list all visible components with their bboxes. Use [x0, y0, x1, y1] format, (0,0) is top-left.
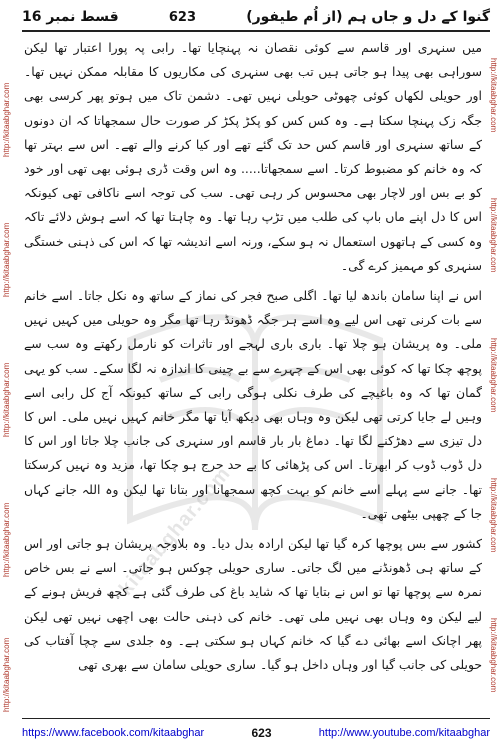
footer-rule — [22, 718, 490, 719]
paragraph: اس نے اپنا سامان باندھ لیا تھا۔ اگلی صبح فجر کی نماز کے ساتھ وہ نکل جاتا۔ اسے خانم سے بات کرنی تھی اس لیے وہ اسے ہر جگہ ڈھونڈ رہا تھا مگر وہ حویلی میں کہیں نہیں ملی۔ وہ پریشان ہو چلا تھا۔ باری باری لہجے اور تاثرات کو نارمل رکھتے وہ سب سے پوچھ چکا تھا کہ کوئی بھی اس کے چہرے سے بے چینی کا اندازہ نہ لگا سکے۔ سب کو یہی گمان تھا کہ وہ باغیچے کی طرف نکلی ہوگی رابی کے ساتھ کیونکہ آج کل رابی اسے وہیں لے جایا کرتی تھی لیکن وہ وہاں بھی دیکھ آیا تھا مگر خانم کہیں نہیں ملی۔ اس کا دل تیزی سے دھڑکنے لگا تھا۔ دماغ بار بار قاسم اور سنہری کی جانب چلا جاتا اور اس کا دل ڈوب ڈوب کر ابھرتا۔ اس کی پڑھائی کا بے حد حرج ہو چکا تھا، مزید وہ نہیں کرسکتا تھا۔ جانے سے پہلے اسے خانم کو بہت کچھ سمجھانا اور بتانا تھا لیکن وہ اللہ جانے کہاں جا کے چھپی بیٹھی تھی۔ — [24, 288, 482, 521]
footer-page-number: 623 — [251, 726, 272, 740]
side-link[interactable]: http://kitaabghar.com — [489, 477, 498, 553]
story-text — [24, 36, 482, 712]
side-link[interactable]: http://kitaabghar.com — [2, 222, 11, 298]
episode-label: قسط نمبر 16 — [22, 9, 119, 25]
side-link[interactable]: http://kitaabghar.com — [489, 617, 498, 693]
paragraph: میں سنہری اور قاسم سے کوئی نقصان نہ پہنچایا تھا۔ رابی پہ پورا اعتبار تھا لیکن سوراہی بھی پیدا ہو جاتی ہیں تب بھی سنہری کی مکاریوں کا مقابلہ ممکن نہیں تھا۔ اور حویلی لکھاں کوئی چھوٹی حویلی نہیں تھی۔ دشمن تاک میں ہوتو پھر کرسی بھی جگہ زک پہنچا سکتا ہے۔ وہ کس کس کو پکڑ پکڑ کر صورت حال سمجھاتا کہ ان دونوں کے ساتھ سنہری اور قاسم کس حد تک گئے تھے اور کیا کرنے والے تھے۔ اس سے بہتر تھا کہ وہ خانم کو مضبوط کرتا۔ اسے سمجھاتا..... وہ اس وقت ڈری ہوئی بھی تھی اور خود کو بے بس اور لاچار بھی محسوس کر رہی تھی۔ سب کی توجہ اسے ناکافی تھی کیونکہ اس کا دل اپنے ماں باپ کی طلب میں تڑپ رہا تھا۔ وہ چاہتا تھا کہ اسے ہوش دلائے تاکہ وہ کسی کے ہاتھوں استعمال نہ ہو سکے، ورنہ اسے اندیشہ تھا کہ اس کی ذہنی خستگی سنہری کو مہمیز کرے گی۔ — [24, 40, 482, 273]
page-footer — [22, 722, 490, 744]
youtube-link[interactable]: http://www.youtube.com/kitaabghar — [318, 727, 490, 739]
header-page-number: 623 — [168, 9, 197, 25]
side-link[interactable]: http://kitaabghar.com — [2, 637, 11, 713]
right-margin-links — [482, 40, 500, 730]
side-link[interactable]: http://kitaabghar.com — [2, 362, 11, 438]
side-link[interactable]: http://kitaabghar.com — [2, 502, 11, 578]
left-margin-links — [2, 0, 18, 750]
header-rule — [22, 30, 490, 32]
novel-title: گنوا کے دل و جاں ہم (از اُم طیفور) — [246, 9, 490, 25]
side-link[interactable]: http://kitaabghar.com — [2, 82, 11, 158]
paragraph: کشور سے بس پوچھا کرہ گیا تھا لیکن ارادہ بدل دیا۔ وہ بلاوجہ پریشان ہو جاتی اور اس کے ساتھ ہی ڈھونڈنے میں لگ جاتی۔ ساری حویلی چوکس ہو جاتی۔ اسے نے بس خاص نمرہ سے پوچھا تھا تو اس نے بتایا تھا کہ شاید باغ کی طرف گئی ہے کچھ فریش ہونے کے لیے لیکن وہ وہاں بھی نہیں ملی تھی۔ خانم کی ذہنی حالت بھی اچھی نہیں تھی لیکن پھر اچانک اسے بھائی دے گیا کہ خانم کہاں ہو سکتی ہے۔ وہ جلدی سے چچا آفتاب کی حویلی کی جانب گیا اور وہاں داخل ہو گیا۔ ساری حویلی سامان سے بھری تھی — [24, 536, 482, 673]
side-link[interactable]: http://kitaabghar.com — [489, 337, 498, 413]
page-header — [22, 4, 490, 30]
facebook-link[interactable]: https://www.facebook.com/kitaabghar — [22, 727, 205, 739]
watermark-text: kitaabghar.com — [114, 462, 236, 600]
side-link[interactable]: http://kitaabghar.com — [489, 197, 498, 273]
side-link[interactable]: http://kitaabghar.com — [489, 57, 498, 133]
